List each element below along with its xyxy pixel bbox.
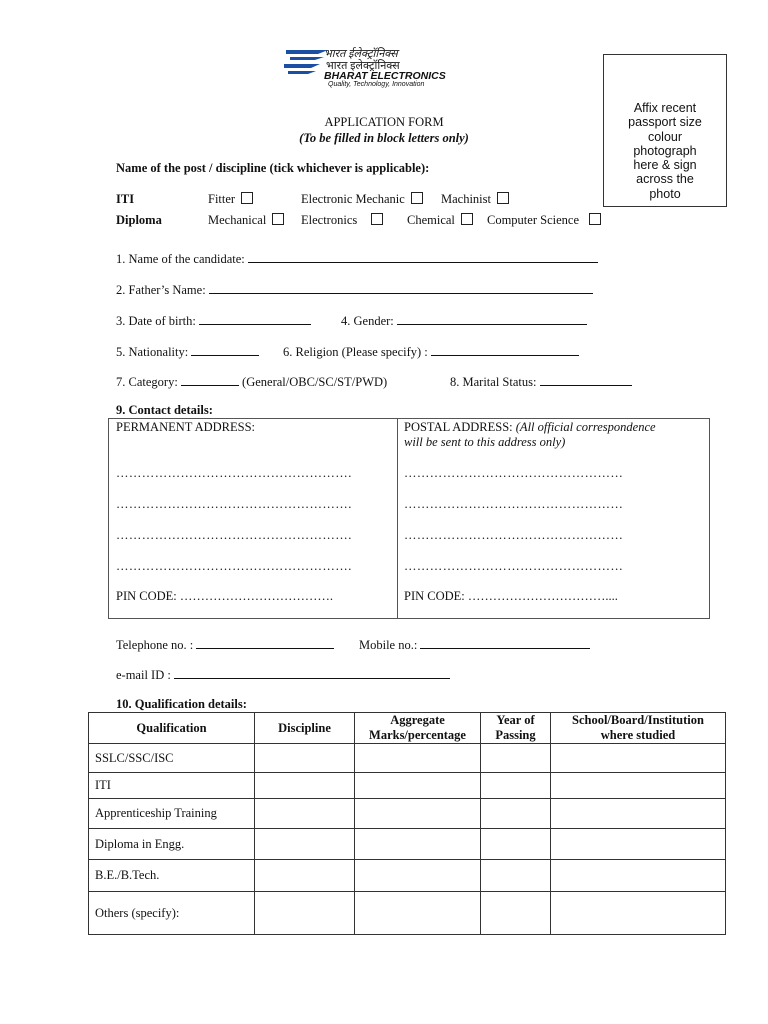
photo-note-line: Affix recent (633, 101, 697, 115)
postal-address-line[interactable]: …………………………………………… (404, 559, 624, 573)
header-text: Marks/percentage (369, 728, 466, 742)
mobile-label: Mobile no.: (359, 638, 418, 652)
photo-note-line: colour (647, 129, 683, 144)
qualification-table (88, 712, 726, 935)
input-cell[interactable] (255, 744, 355, 773)
input-cell[interactable] (551, 773, 726, 799)
table-header-row (89, 713, 726, 744)
permanent-address-line[interactable]: ………………………………………………. (116, 497, 352, 511)
dob-label: 3. Date of birth: (116, 314, 196, 328)
permanent-address-line[interactable]: ………………………………………………. (116, 559, 352, 573)
category-field-row (116, 373, 387, 390)
category-options: (General/OBC/SC/ST/PWD) (242, 375, 388, 389)
religion-label: 6. Religion (Please specify) : (283, 345, 428, 359)
diploma-label: Diploma (116, 213, 162, 227)
telephone-field-row (116, 636, 334, 653)
photo-note-line: here & sign (633, 158, 697, 173)
form-subtitle: (To be filled in block letters only) (299, 131, 469, 145)
option-mechanical (208, 213, 284, 228)
column-header-year (481, 713, 551, 744)
contact-heading: 9. Contact details: (116, 403, 213, 417)
category-input-line[interactable] (181, 373, 239, 386)
postal-address-line[interactable]: …………………………………………… (404, 528, 624, 542)
option-label: Electronics (301, 213, 358, 227)
table-row (89, 799, 726, 829)
mechanical-checkbox[interactable] (272, 213, 284, 225)
nationality-label: 5. Nationality: (116, 345, 189, 359)
input-cell[interactable] (355, 860, 481, 892)
table-row (89, 892, 726, 935)
input-cell[interactable] (355, 744, 481, 773)
header-text: Aggregate (390, 713, 445, 727)
mobile-input-line[interactable] (420, 636, 590, 649)
machinist-checkbox[interactable] (497, 192, 509, 204)
input-cell[interactable] (551, 860, 726, 892)
permanent-pin-code[interactable]: PIN CODE: ………………………………. (116, 589, 334, 603)
input-cell[interactable] (355, 829, 481, 860)
table-row (89, 860, 726, 892)
electronic-mechanic-checkbox[interactable] (411, 192, 423, 204)
qualification-cell: SSLC/SSC/ISC (89, 744, 255, 773)
postal-note-line-2: will be sent to this address only) (404, 435, 566, 449)
address-divider (397, 419, 398, 618)
input-cell[interactable] (481, 799, 551, 829)
form-title-text: APPLICATION FORM (324, 115, 444, 129)
category-label: 7. Category: (116, 375, 178, 389)
postal-label-text: POSTAL ADDRESS: (404, 420, 513, 434)
chemical-checkbox[interactable] (461, 213, 473, 225)
table-row (89, 773, 726, 799)
option-label: Electronic Mechanic (301, 192, 405, 206)
column-header-discipline (255, 713, 355, 744)
father-field-row (116, 281, 593, 298)
photo-note-line: across the (636, 172, 694, 187)
dob-field-row (116, 312, 311, 329)
input-cell[interactable] (481, 773, 551, 799)
name-field-row (116, 250, 598, 267)
post-heading: Name of the post / discipline (tick whichever is applicable): (116, 161, 430, 175)
logo-hindi-line-1: भारत ईलेक्ट्रॉनिक्स (324, 48, 398, 60)
input-cell[interactable] (551, 829, 726, 860)
religion-field-row (283, 343, 579, 360)
header-text: where studied (600, 728, 676, 742)
input-cell[interactable] (481, 744, 551, 773)
option-computer-science (487, 213, 601, 228)
input-cell[interactable] (355, 892, 481, 935)
input-cell[interactable] (481, 860, 551, 892)
logo-hindi-line-2: भारत इलेक्ट्रॉनिक्स (326, 60, 400, 72)
fitter-checkbox[interactable] (241, 192, 253, 204)
input-cell[interactable] (255, 860, 355, 892)
option-chemical (407, 213, 473, 228)
postal-address-line[interactable]: …………………………………………… (404, 466, 624, 480)
input-cell[interactable] (255, 829, 355, 860)
qualification-cell: Apprenticeship Training (89, 799, 255, 829)
table-row (89, 829, 726, 860)
input-cell[interactable] (481, 892, 551, 935)
table-row (89, 744, 726, 773)
header-text: Qualification (136, 720, 207, 735)
qualification-cell: B.E./B.Tech. (89, 860, 255, 892)
column-header-aggregate (355, 713, 481, 744)
mobile-field-row (359, 636, 590, 653)
address-table (108, 418, 710, 619)
logo-tagline: Quality, Technology, Innovation (328, 81, 425, 88)
father-label: 2. Father’s Name: (116, 283, 206, 297)
header-text: School/Board/Institution (572, 713, 704, 727)
qualification-heading: 10. Qualification details: (116, 697, 247, 711)
gender-input-line[interactable] (397, 312, 587, 325)
telephone-input-line[interactable] (196, 636, 334, 649)
computer-science-checkbox[interactable] (589, 213, 601, 225)
email-input-line[interactable] (174, 666, 450, 679)
input-cell[interactable] (255, 773, 355, 799)
gender-field-row (341, 312, 587, 329)
marital-field-row (450, 373, 632, 390)
name-input-line[interactable] (248, 250, 598, 263)
input-cell[interactable] (255, 799, 355, 829)
qualification-cell: ITI (89, 773, 255, 799)
input-cell[interactable] (481, 829, 551, 860)
nationality-field-row (116, 343, 259, 360)
telephone-label: Telephone no. : (116, 638, 194, 652)
qualification-cell: Others (specify): (89, 892, 255, 935)
father-input-line[interactable] (209, 281, 593, 294)
column-header-institution (551, 713, 726, 744)
nationality-input-line[interactable] (191, 343, 259, 356)
postal-address-label (404, 420, 656, 435)
header-text: Year of (496, 713, 535, 727)
header-text: Discipline (278, 720, 331, 735)
permanent-address-line[interactable]: ………………………………………………. (116, 466, 352, 480)
email-label: e-mail ID : (116, 668, 171, 682)
photo-note-line: photo (649, 186, 681, 201)
postal-note: (All official correspondence (515, 420, 656, 434)
electronics-checkbox[interactable] (371, 213, 383, 225)
option-label: Chemical (407, 213, 455, 227)
column-header-qualification (89, 713, 255, 744)
option-label: Machinist (441, 192, 491, 206)
input-cell[interactable] (355, 799, 481, 829)
gender-label: 4. Gender: (341, 314, 394, 328)
option-label: Computer Science (487, 213, 579, 227)
postal-address-line[interactable]: …………………………………………… (404, 497, 624, 511)
header-text: Passing (495, 728, 536, 742)
input-cell[interactable] (551, 892, 726, 935)
permanent-address-label: PERMANENT ADDRESS: (116, 420, 256, 434)
email-field-row (116, 666, 450, 683)
postal-pin-code[interactable]: PIN CODE: …………………………….... (404, 589, 618, 603)
religion-input-line[interactable] (431, 343, 579, 356)
option-machinist (441, 192, 509, 207)
option-electronics (301, 213, 383, 228)
marital-input-line[interactable] (540, 373, 632, 386)
company-logo (284, 46, 484, 90)
form-title (0, 115, 768, 130)
photo-note-line: photograph (633, 143, 697, 158)
input-cell[interactable] (551, 744, 726, 773)
option-electronic-mechanic (301, 192, 423, 207)
qualification-cell: Diploma in Engg. (89, 829, 255, 860)
input-cell[interactable] (355, 773, 481, 799)
option-label: Fitter (208, 192, 236, 206)
option-label: Mechanical (208, 213, 267, 227)
photo-note-line: passport size (628, 115, 702, 130)
marital-label: 8. Marital Status: (450, 375, 537, 389)
option-fitter (208, 192, 253, 207)
iti-label: ITI (116, 192, 135, 206)
input-cell[interactable] (255, 892, 355, 935)
logo-company-name: BHARAT ELECTRONICS (324, 70, 446, 82)
dob-input-line[interactable] (199, 312, 311, 325)
permanent-address-line[interactable]: ………………………………………………. (116, 528, 352, 542)
input-cell[interactable] (551, 799, 726, 829)
name-label: 1. Name of the candidate: (116, 252, 245, 266)
